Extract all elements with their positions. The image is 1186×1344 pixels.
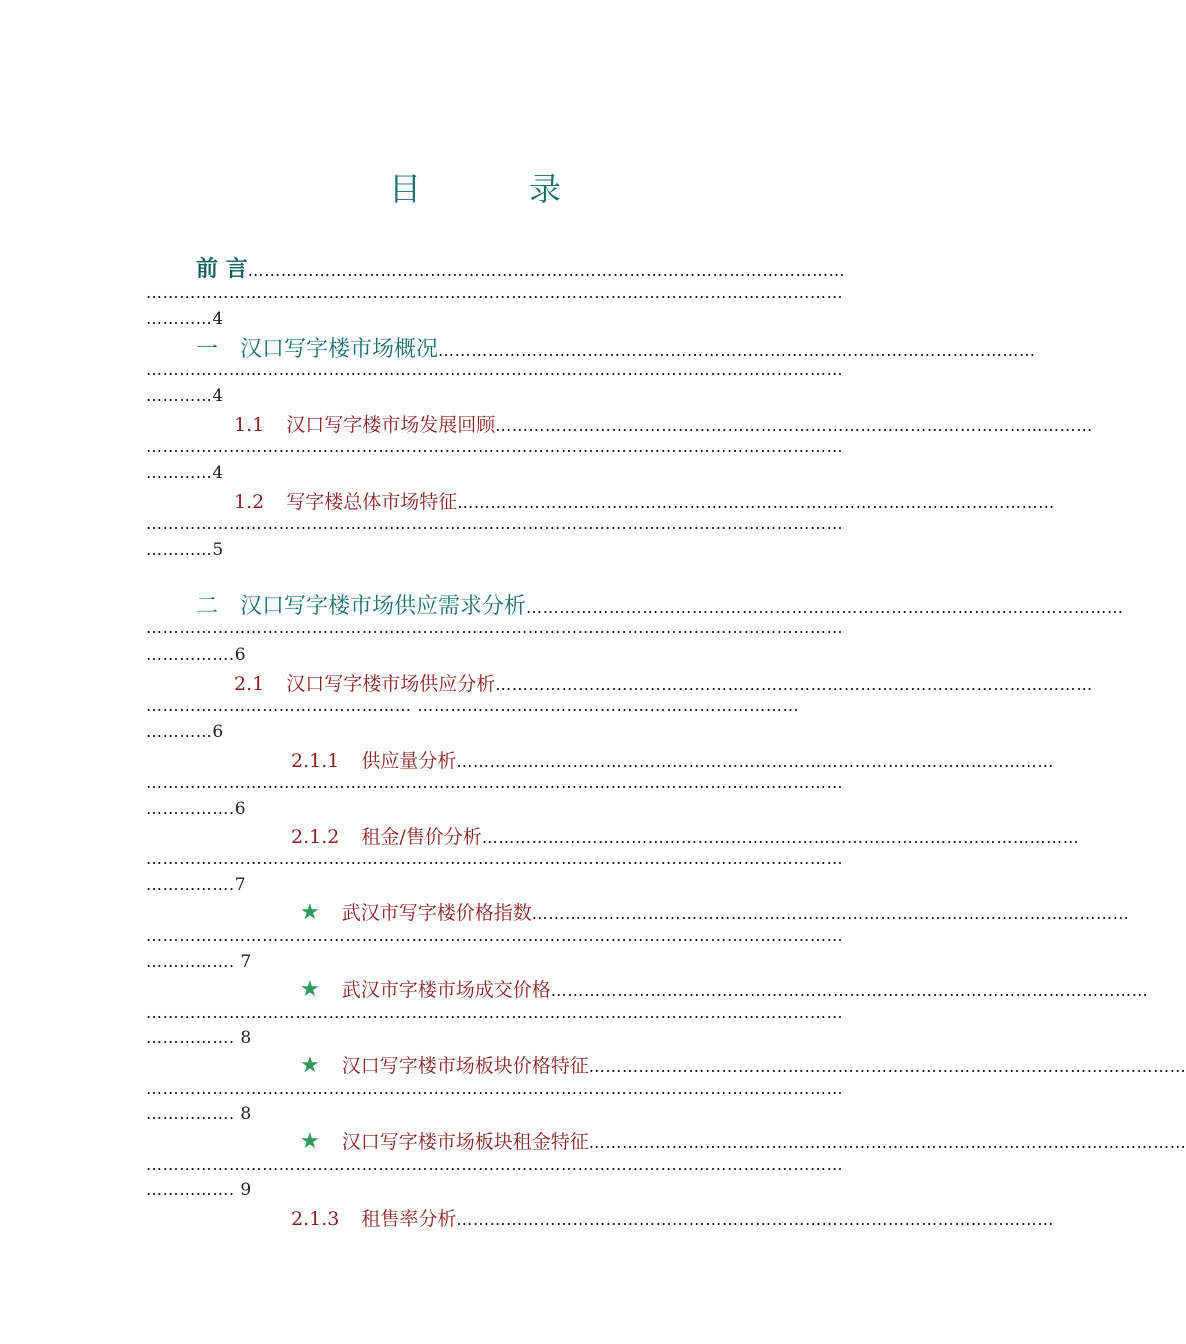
page-number: 4	[212, 309, 224, 329]
leader-dots: ………………………………………………………………………………………………	[588, 1057, 1186, 1076]
toc-label: 汉口写字楼市场概况	[240, 337, 439, 362]
toc-page-line: …………5	[146, 540, 224, 560]
page-number: 5	[212, 540, 224, 560]
toc-label: 武汉市写字楼价格指数	[341, 902, 532, 924]
toc-label: 租售率分析	[361, 1208, 457, 1230]
toc-entry-2-1-3[interactable]	[146, 1204, 1054, 1232]
toc-page-line: …………….6	[146, 799, 246, 819]
toc-page-line: …………4	[146, 386, 224, 406]
page-number: 8	[240, 1104, 252, 1124]
toc-entry-price-index[interactable]	[146, 898, 1130, 926]
page-number: 7	[240, 952, 252, 972]
toc-page-line: …………….7	[146, 875, 246, 895]
star-icon: ★	[300, 1129, 320, 1154]
toc-page-line: ……………. 8	[146, 1028, 252, 1048]
toc-page-line: ……………. 9	[146, 1180, 252, 1200]
title-char-left: 目	[388, 170, 421, 208]
toc-page-line: ……………. 7	[146, 952, 252, 972]
toc-entry-2-1[interactable]	[146, 669, 1093, 697]
page-number: 6	[234, 645, 246, 665]
star-icon: ★	[300, 1053, 320, 1078]
toc-entry-chapter-2[interactable]	[146, 589, 1124, 619]
toc-number: 二	[196, 594, 219, 619]
leader-dots: ………………………………………………………………………………………………	[438, 341, 1036, 360]
page-number: 7	[234, 875, 246, 895]
toc-label: 汉口写字楼市场发展回顾	[286, 414, 496, 436]
leader-dots: ………………………………………………………………………………………………………………	[146, 926, 844, 945]
toc-number: 2.1.3	[291, 1208, 340, 1230]
toc-page-line: ……………. 8	[146, 1104, 252, 1124]
page-number: 6	[234, 799, 246, 819]
toc-entry-1-2[interactable]	[146, 487, 1055, 515]
toc-page-line: …………4	[146, 463, 224, 483]
page-number: 4	[212, 386, 224, 406]
star-icon: ★	[300, 900, 320, 925]
page-number: 4	[212, 463, 224, 483]
leader-dots: ………………………………………………………………………………………………	[457, 493, 1055, 512]
toc-page-line: …………4	[146, 309, 224, 329]
toc-number: 2.1.2	[291, 826, 340, 848]
toc-entry-2-1-2[interactable]	[146, 822, 1080, 850]
toc-entry-1-1[interactable]	[146, 410, 1093, 438]
leader-dots: ………………………………………………………………………………………………	[456, 752, 1054, 771]
leader-dots: ………………………………………………………………………………………………………………	[146, 283, 844, 302]
leader-dots: ………………………………………………………………………………………………………………	[146, 437, 844, 456]
leader-dots: ………………………………………………………………………………………………………………	[146, 618, 844, 637]
leader-dots: ………………………………………………………………………………………………………………	[146, 1155, 844, 1174]
leader-dots: ………………………………………………………………………………………………	[247, 261, 846, 280]
leader-dots: ………………………………………………………………………………………………………………	[146, 1003, 844, 1022]
toc-entry-district-price[interactable]	[146, 1051, 1186, 1079]
toc-entry-district-rent[interactable]	[146, 1127, 1186, 1155]
toc-label: 前 言	[196, 256, 248, 282]
toc-entry-2-1-1[interactable]	[146, 746, 1054, 774]
toc-number: 2.1.1	[291, 750, 340, 772]
toc-label: 租金/售价分析	[361, 826, 482, 848]
leader-dots: ………………………………………………………………………………………………………………	[146, 514, 844, 533]
leader-dots: ………………………………………………………………………………………………	[495, 416, 1093, 435]
toc-label: 汉口写字楼市场供应需求分析	[240, 594, 527, 619]
toc-page-line: …………6	[146, 722, 224, 742]
leader-dots: ………………………………………………………………………………………………………………	[146, 773, 844, 792]
leader-dots: ………………………………………………………………………………………………………………	[146, 360, 844, 379]
leader-dots: ………………………………………… ……………………………………………………………	[146, 696, 800, 715]
toc-page-line: …………….6	[146, 645, 246, 665]
leader-dots: ………………………………………………………………………………………………………………	[146, 1079, 844, 1098]
toc-number: 2.1	[234, 673, 265, 695]
toc-entry-preface[interactable]	[146, 252, 846, 282]
leader-dots: ………………………………………………………………………………………………	[526, 598, 1124, 617]
leader-dots: ………………………………………………………………………………………………	[531, 904, 1130, 923]
leader-dots: ………………………………………………………………………………………………	[588, 1133, 1186, 1152]
leader-dots: ………………………………………………………………………………………………	[495, 675, 1093, 694]
toc-entry-transaction-price[interactable]	[146, 975, 1149, 1003]
page-title	[0, 164, 950, 210]
toc-entry-chapter-1[interactable]	[146, 332, 1036, 362]
toc-number: 1.2	[234, 491, 265, 513]
leader-dots: ………………………………………………………………………………………………	[456, 1210, 1054, 1229]
toc-number: 一	[196, 337, 219, 362]
title-char-right: 录	[529, 170, 562, 208]
leader-dots: ………………………………………………………………………………………………	[550, 981, 1149, 1000]
page-number: 9	[240, 1180, 252, 1200]
leader-dots: ………………………………………………………………………………………………………………	[146, 849, 844, 868]
page-number: 6	[212, 722, 224, 742]
toc-label: 汉口写字楼市场板块租金特征	[341, 1131, 589, 1153]
toc-label: 武汉市字楼市场成交价格	[341, 979, 551, 1001]
leader-dots: ………………………………………………………………………………………………	[481, 828, 1080, 847]
toc-label: 供应量分析	[361, 750, 457, 772]
star-icon: ★	[300, 977, 320, 1002]
toc-label: 汉口写字楼市场板块价格特征	[341, 1055, 589, 1077]
toc-number: 1.1	[234, 414, 265, 436]
page-number: 8	[240, 1028, 252, 1048]
toc-label: 写字楼总体市场特征	[286, 491, 458, 513]
toc-label: 汉口写字楼市场供应分析	[286, 673, 496, 695]
